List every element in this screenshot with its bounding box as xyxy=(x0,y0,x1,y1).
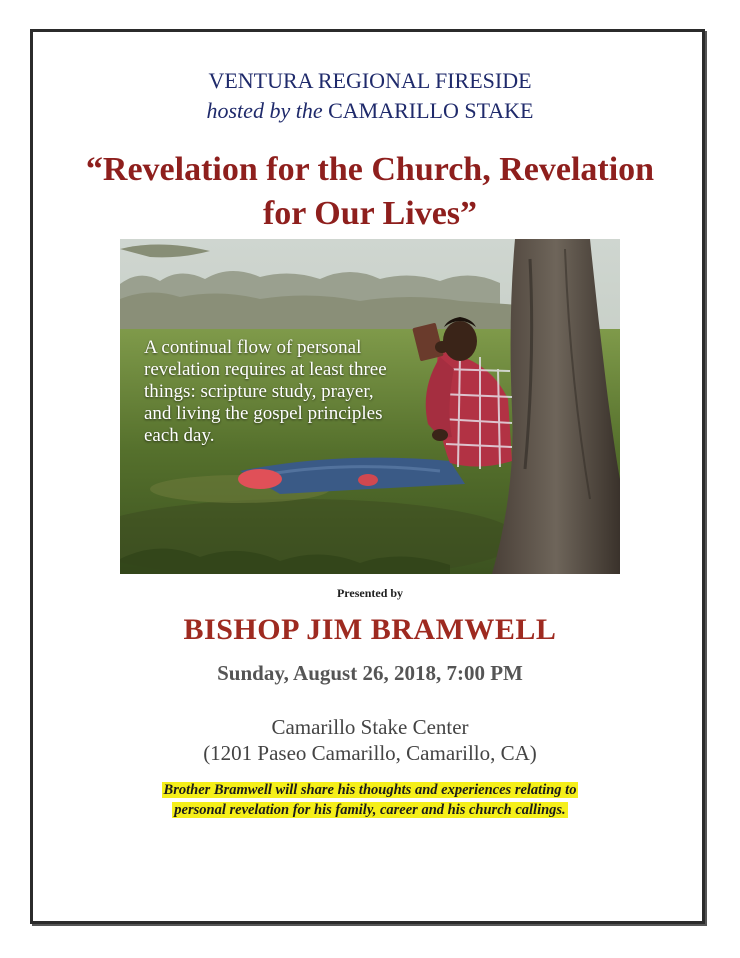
venue-name: Camarillo Stake Center xyxy=(271,715,469,739)
quote-line: revelation requires at least three xyxy=(144,359,387,380)
speaker-name: BISHOP JIM BRAMWELL xyxy=(183,613,557,646)
host-name: CAMARILLO STAKE xyxy=(328,98,534,123)
photo-man-reading-scripture xyxy=(120,239,620,574)
description-line2: personal revelation for his family, career and his church callings. xyxy=(174,802,566,818)
quote-line: and living the gospel principles xyxy=(144,403,383,424)
event-date: Sunday, August 26, 2018, 7:00 PM xyxy=(217,661,523,685)
host-line xyxy=(0,98,740,124)
photo-quote xyxy=(144,337,404,447)
presented-by-label: Presented by xyxy=(336,586,404,600)
quote-line: each day. xyxy=(144,425,215,446)
talk-title xyxy=(60,148,680,236)
host-prefix: hosted by the xyxy=(206,98,323,123)
venue-address: (1201 Paseo Camarillo, Camarillo, CA) xyxy=(203,741,537,765)
quote-line: A continual flow of personal xyxy=(144,337,362,358)
event-heading: VENTURA REGIONAL FIRESIDE xyxy=(208,68,532,93)
quote-line: things: scripture study, prayer, xyxy=(144,381,374,402)
description-line1: Brother Bramwell will share his thoughts and experiences relating to xyxy=(163,782,577,798)
event-description xyxy=(0,780,740,820)
talk-title-line1: “Revelation for the Church, Revelation xyxy=(85,151,655,188)
talk-title-line2: for Our Lives” xyxy=(262,195,478,232)
